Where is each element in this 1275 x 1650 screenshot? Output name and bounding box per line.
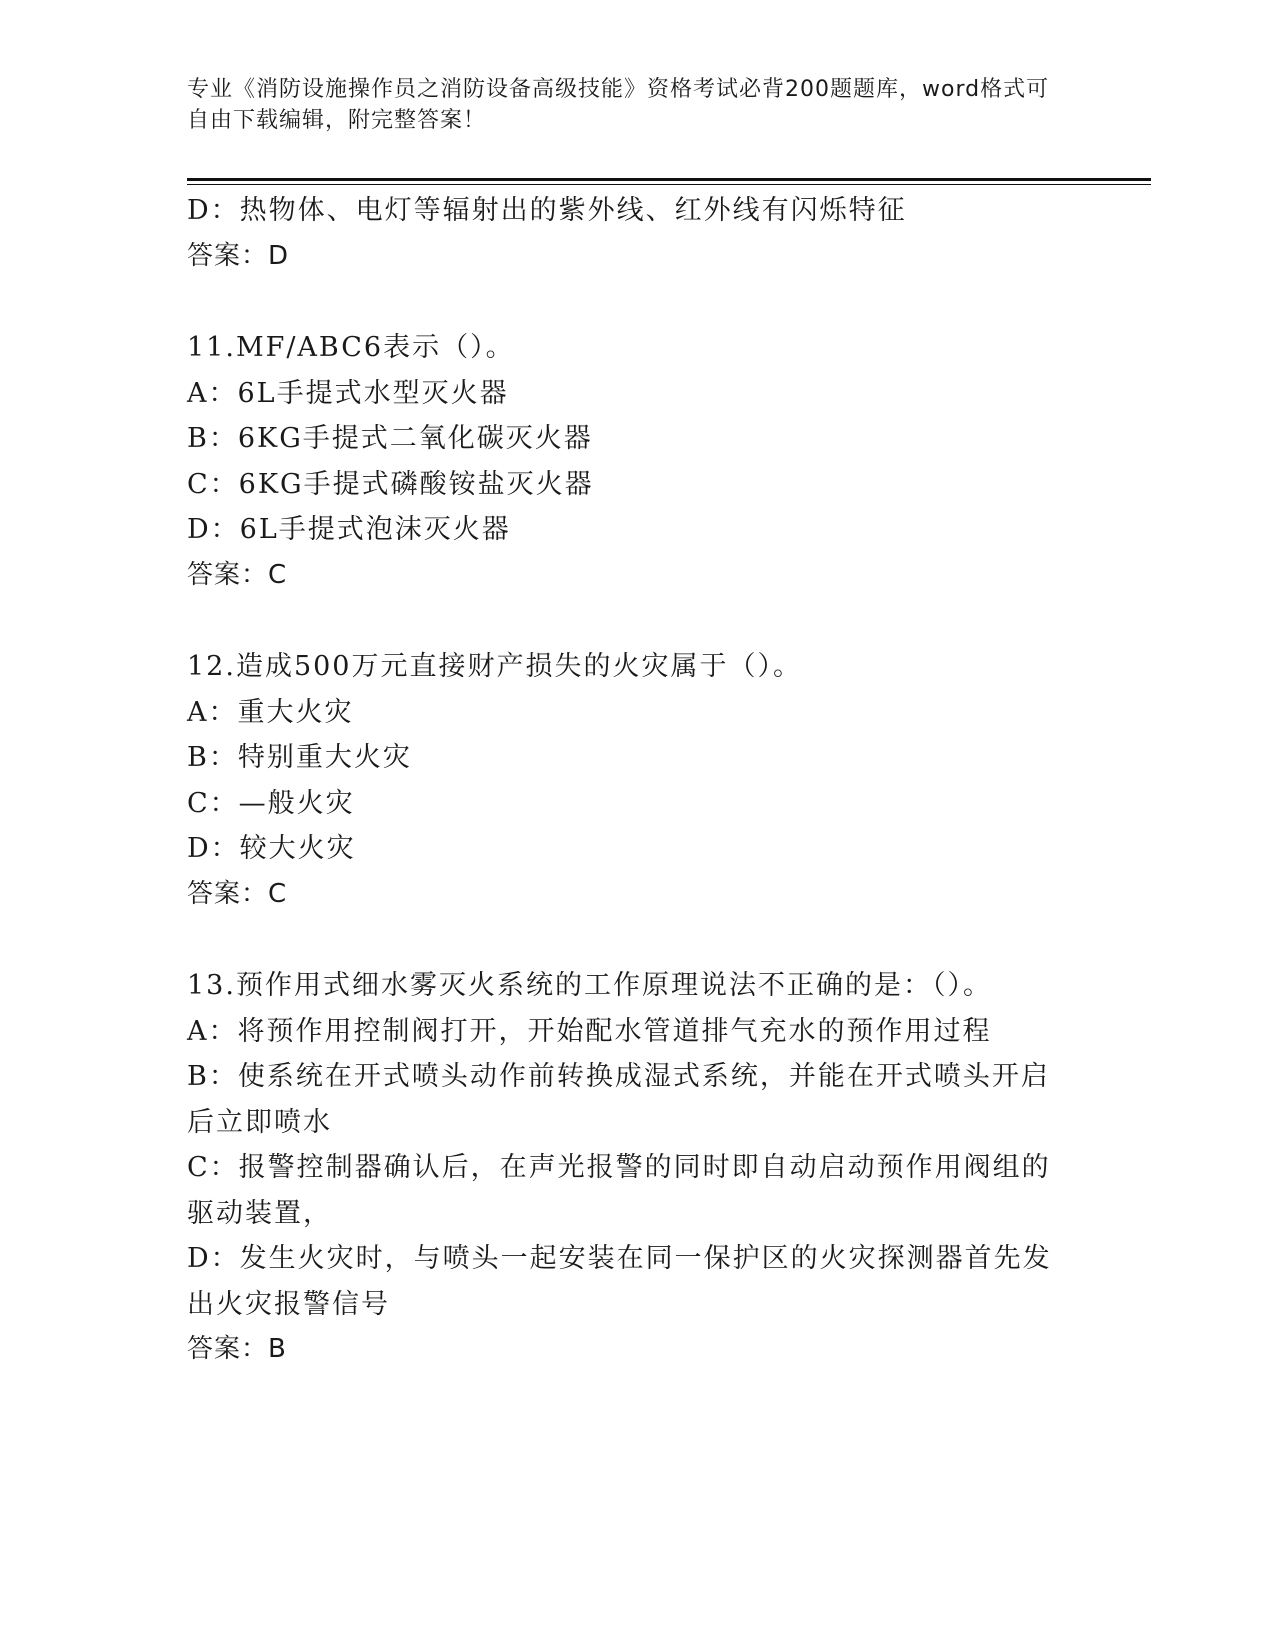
option-d: D：较大火灾 [187,833,356,864]
question-stem: 12.造成500万元直接财产损失的火灾属于（）。 [187,651,802,682]
option-a: A：重大火灾 [187,696,354,728]
option-c: C：—般火灾 [187,787,355,819]
prev-question-option-d: D：热物体、电灯等辐射出的紫外线、红外线有闪烁特征 [187,195,907,226]
spacer [187,917,1077,963]
question-answer: 答案：C [187,559,288,590]
question-12 [187,644,1077,917]
option-c: C：报警控制器确认后，在声光报警的同时即自动启动预作用阀组的驱动装置， [187,1152,1051,1229]
question-answer: 答案：C [187,878,288,909]
question-stem: 13.预作用式细水雾灭火系统的工作原理说法不正确的是：（）。 [187,970,992,1001]
question-11 [187,325,1077,598]
option-b: B：6KG手提式二氧化碳灭火器 [187,423,593,454]
header-divider-thick [187,178,1151,181]
document-header: 专业《消防设施操作员之消防设备高级技能》资格考试必背200题题库，word格式可自由下载编辑，附完整答案！ [187,77,1050,133]
option-d: D：6L手提式泡沫灭火器 [187,514,511,545]
question-stem: 11.MF/ABC6表示（）。 [187,332,515,363]
option-c: C：6KG手提式磷酸铵盐灭火器 [187,468,594,500]
question-content [187,188,1077,1373]
spacer [187,279,1077,325]
option-d: D：发生火灾时，与喷头一起安装在同一保护区的火灾探测器首先发出火灾报警信号 [187,1243,1052,1320]
prev-question-answer: 答案：D [187,240,290,271]
spacer [187,598,1077,644]
option-b: B：特别重大火灾 [187,742,412,773]
header-divider-thin [187,184,1151,185]
option-a: A：将预作用控制阀打开，开始配水管道排气充水的预作用过程 [187,1015,992,1047]
question-13 [187,963,1077,1373]
option-b: B：使系统在开式喷头动作前转换成湿式系统，并能在开式喷头开启后立即喷水 [187,1061,1050,1138]
option-a: A：6L手提式水型灭火器 [187,377,509,409]
question-answer: 答案：B [187,1334,287,1364]
